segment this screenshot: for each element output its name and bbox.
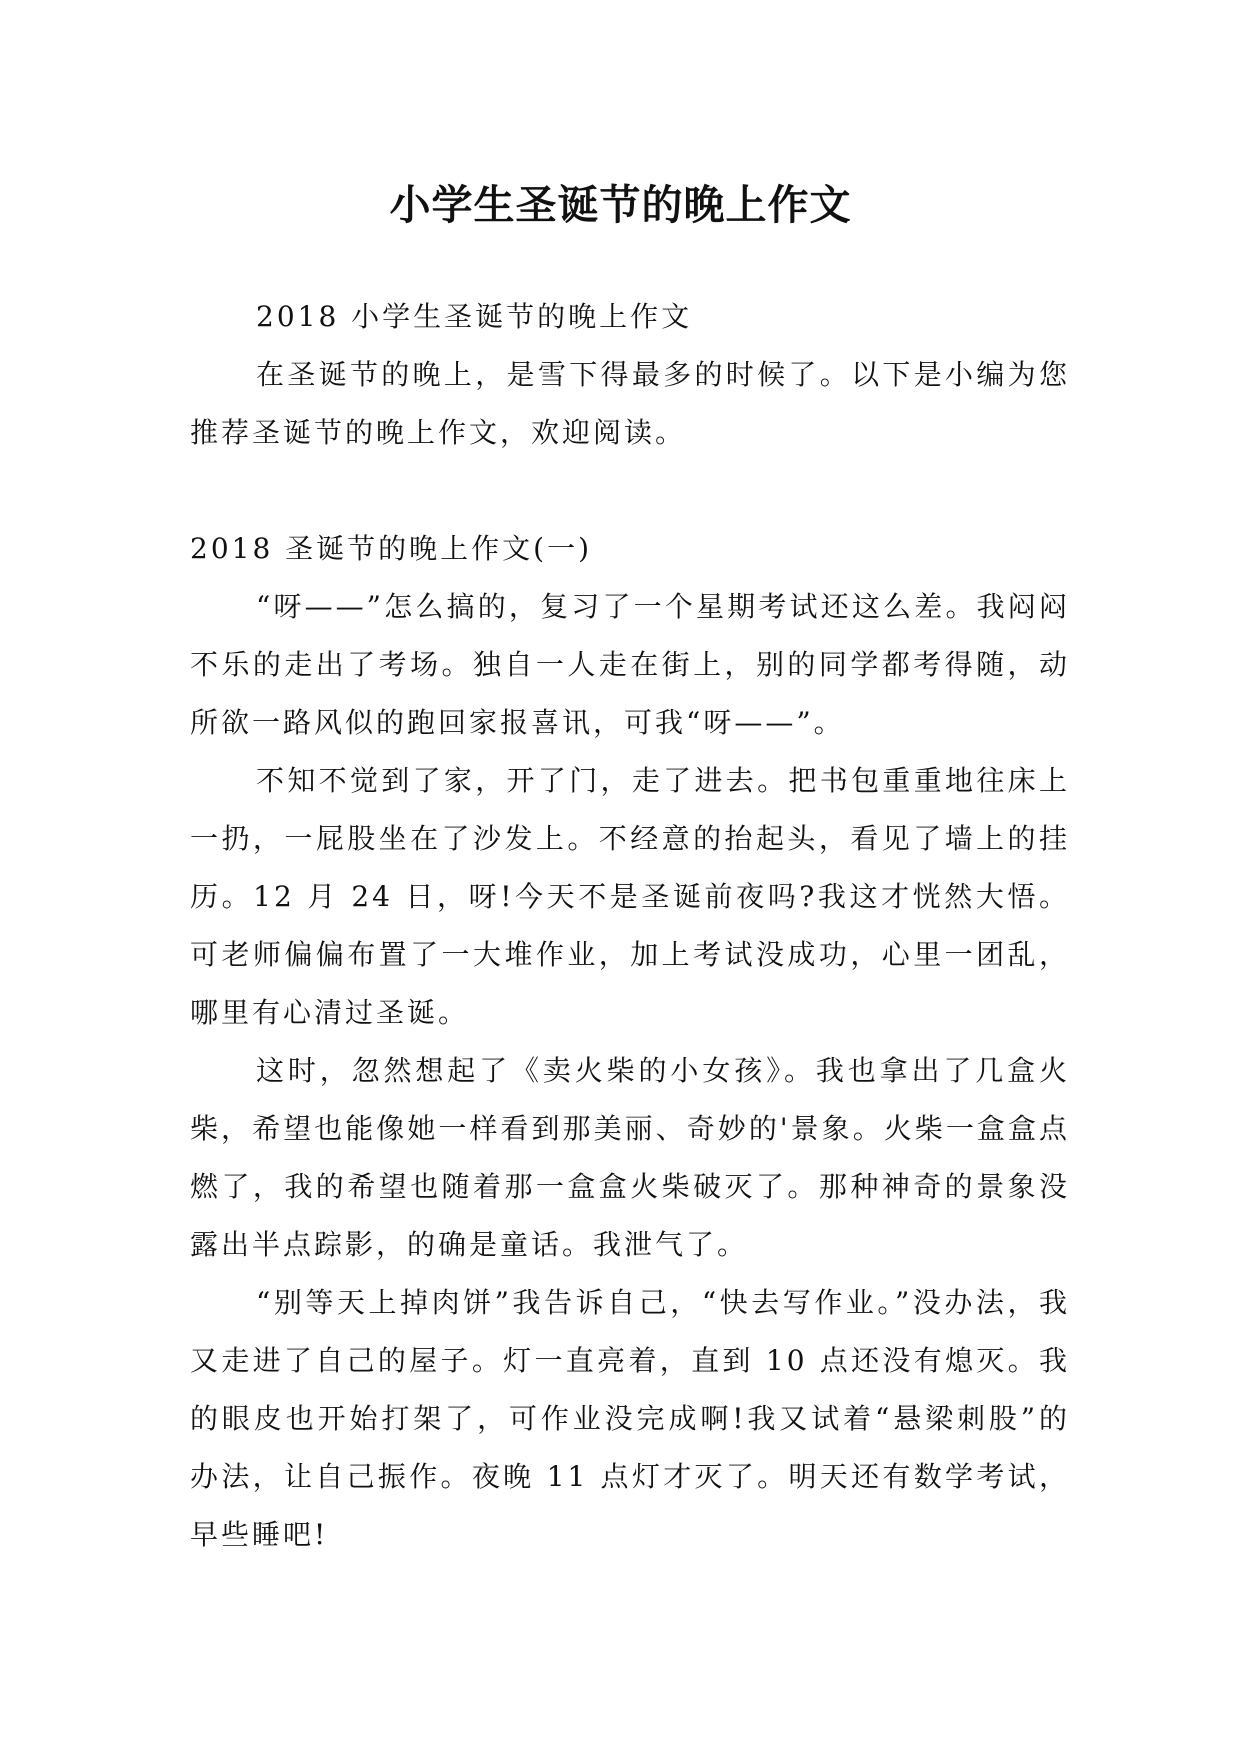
body-paragraph-2: 不知不觉到了家，开了门，走了进去。把书包重重地往床上一扔，一屁股坐在了沙发上。不经意的抬起头，看见了墙上的挂历。12 月 24 日，呀!今天不是圣诞前夜吗?我这才恍然大悟。可老师偏偏布置了一大堆作业，加上考试没成功，心里一团乱，哪里有心清过圣诞。 (190, 764, 1070, 1029)
intro-paragraph: 在圣诞节的晚上，是雪下得最多的时候了。以下是小编为您推荐圣诞节的晚上作文，欢迎阅读。 (190, 358, 1070, 449)
body-paragraph-3: 这时，忽然想起了《卖火柴的小女孩》。我也拿出了几盒火柴，希望也能像她一样看到那美丽、奇妙的'景象。火柴一盒盒点燃了，我的希望也随着那一盒盒火柴破灭了。那种神奇的景象没露出半点踪影，的确是童话。我泄气了。 (190, 1054, 1070, 1261)
document-title: 小学生圣诞节的晚上作文 (389, 181, 852, 230)
intro-heading: 2018 小学生圣诞节的晚上作文 (256, 300, 693, 333)
section-heading: 2018 圣诞节的晚上作文(一) (190, 532, 593, 565)
body-paragraph-1: “呀——”怎么搞的，复习了一个星期考试还这么差。我闷闷不乐的走出了考场。独自一人走在街上，别的同学都考得随，动所欲一路风似的跑回家报喜讯，可我“呀——”。 (190, 590, 1070, 739)
document-body (190, 288, 1070, 1564)
body-paragraph-4: “别等天上掉肉饼”我告诉自己，“快去写作业。”没办法，我又走进了自己的屋子。灯一直亮着，直到 10 点还没有熄灭。我的眼皮也开始打架了，可作业没完成啊!我又试着“悬梁刺股”的办法，让自己振作。夜晚 11 点灯才灭了。明天还有数学考试，早些睡吧! (190, 1286, 1070, 1551)
